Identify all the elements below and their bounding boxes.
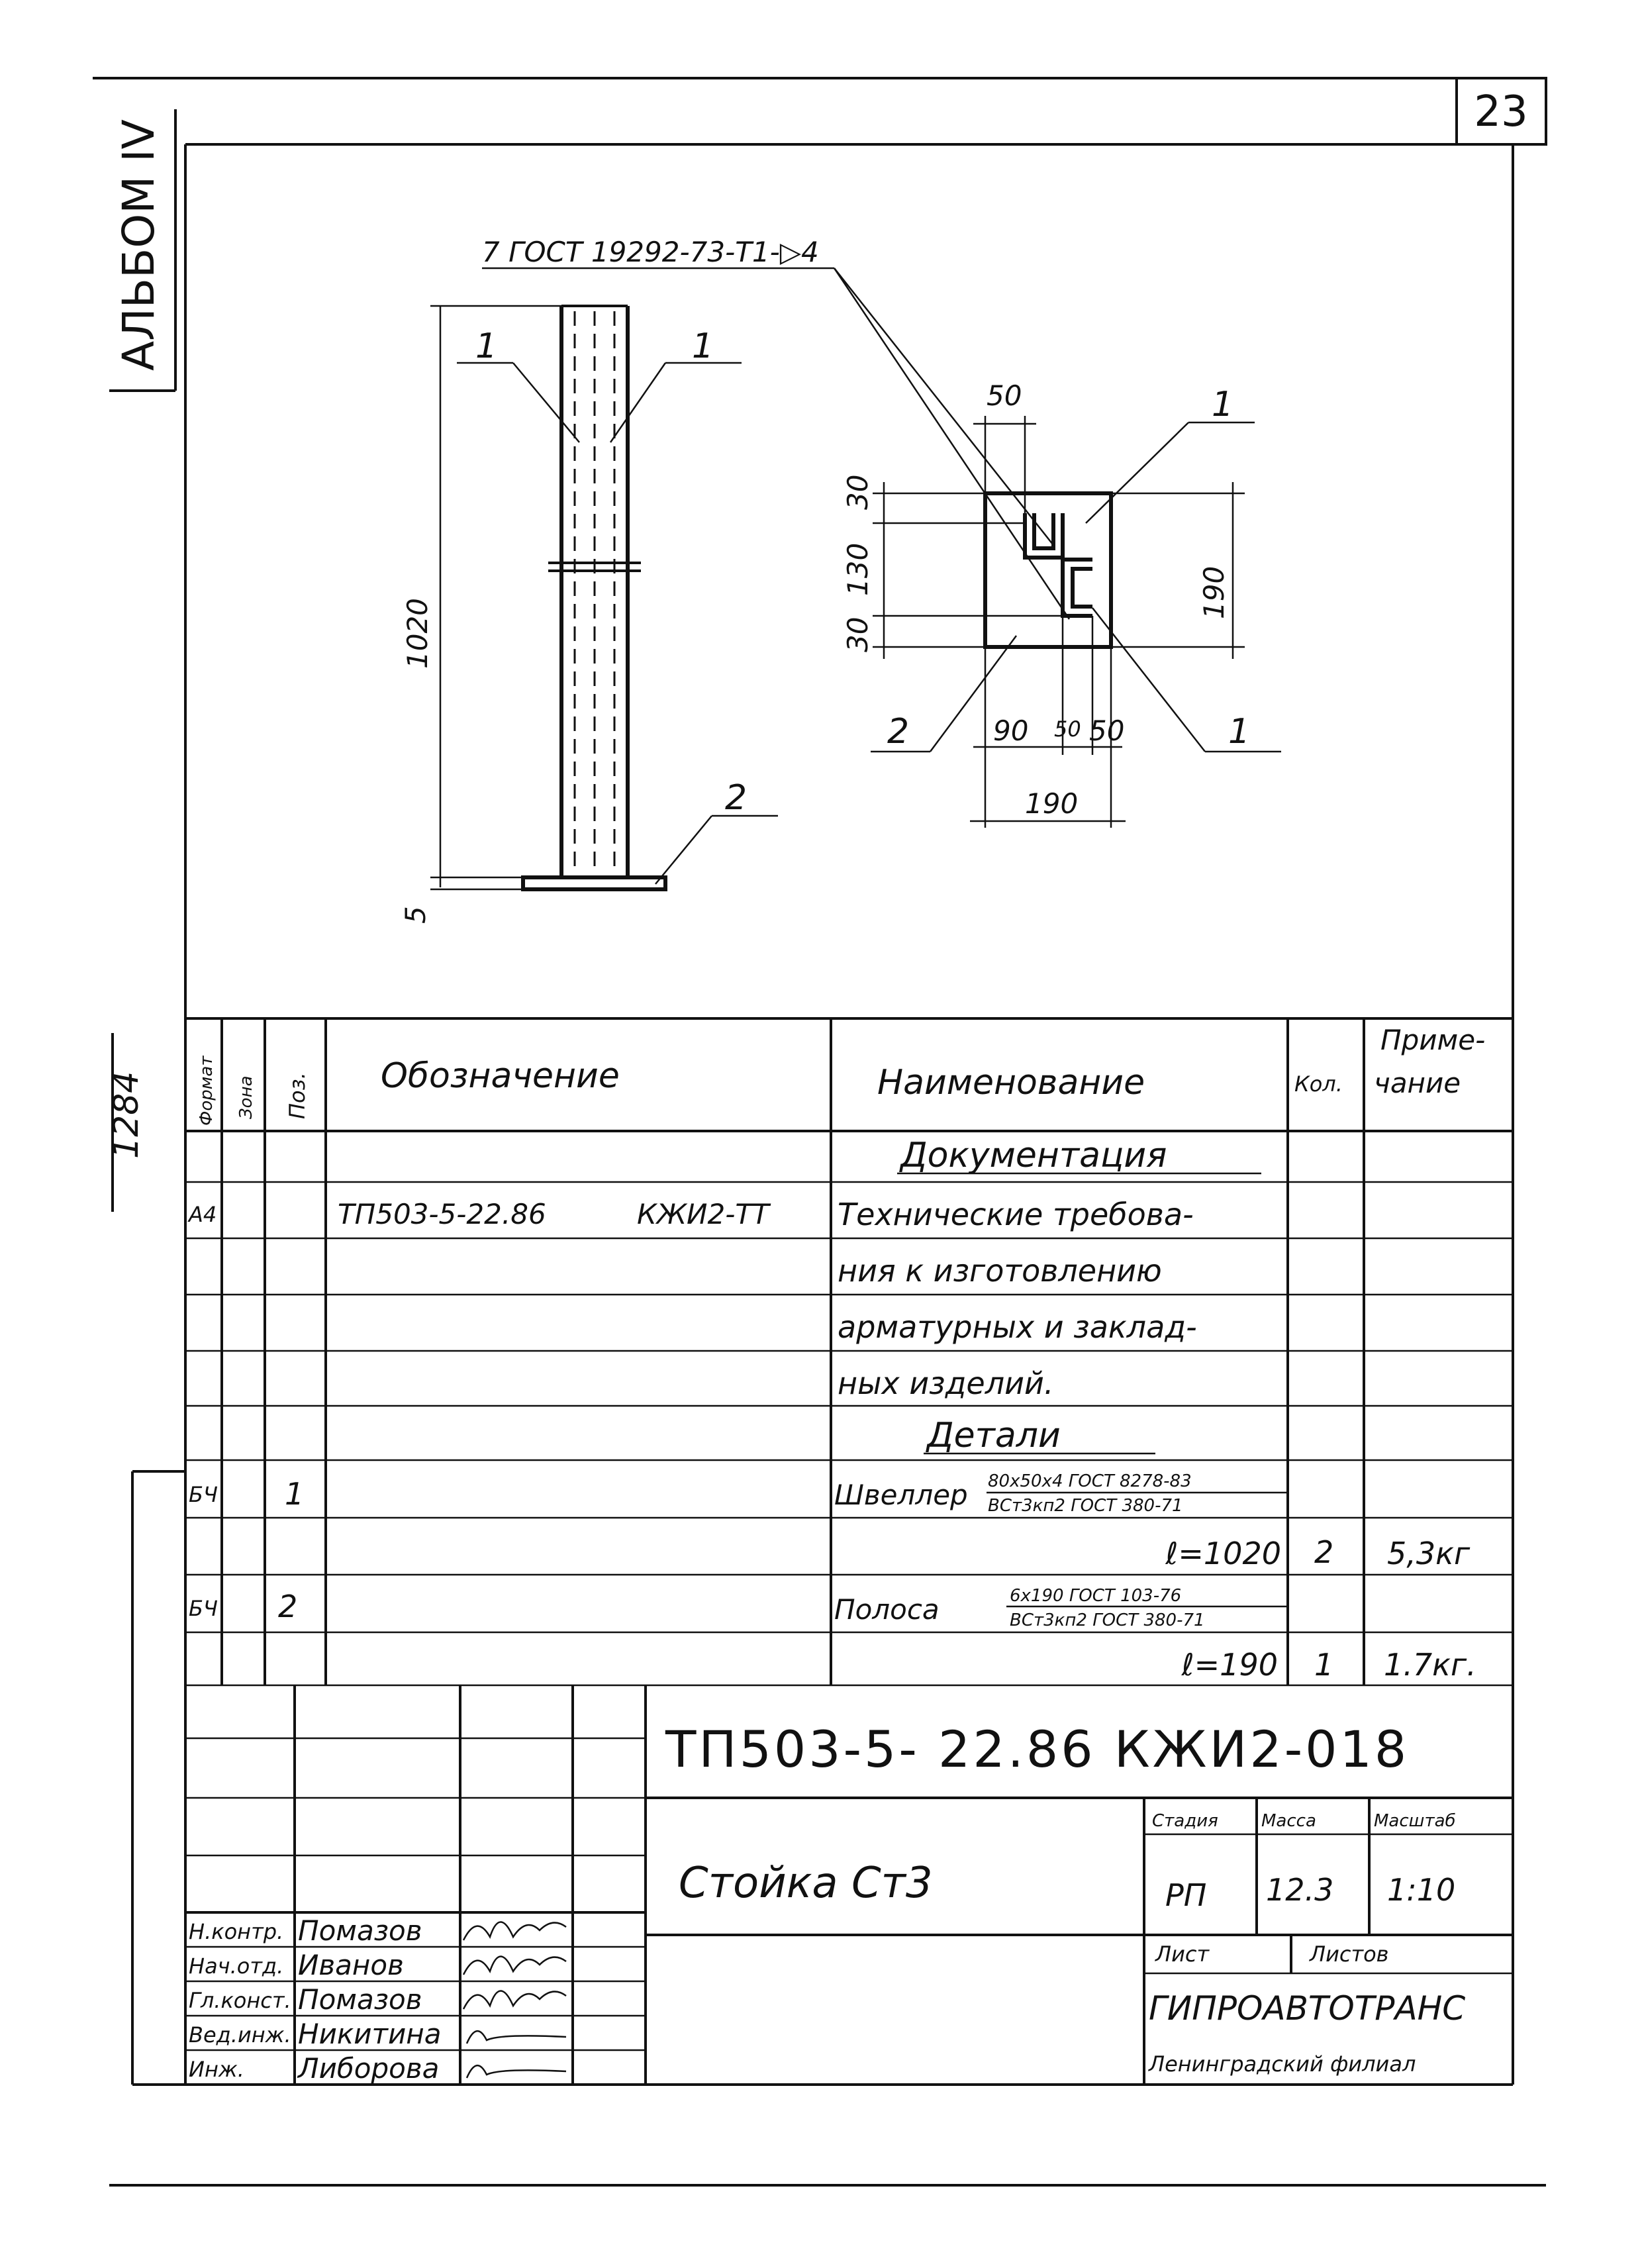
- base-plate: [523, 877, 665, 889]
- label-pos2-a: 2: [725, 778, 748, 818]
- organization: ГИПРОАВТОТРАНС: [1149, 1989, 1466, 2028]
- signer-role-1: Н.контр.: [189, 1919, 284, 1944]
- item1-qty: 2: [1314, 1534, 1334, 1570]
- label-pos1-d: 1: [1228, 712, 1251, 752]
- header-pos: Поз.: [285, 1072, 310, 1119]
- item2-length: ℓ=190: [1181, 1647, 1278, 1683]
- item2-qty: 1: [1314, 1647, 1334, 1683]
- header-note-2: чание: [1374, 1067, 1461, 1099]
- document-title: Стойка Ст3: [679, 1859, 933, 1908]
- item2-name: Полоса: [834, 1593, 940, 1626]
- header-zone: Зона: [236, 1075, 256, 1119]
- item1-frac-top: 80х50х4 ГОСТ 8278-83: [988, 1471, 1192, 1491]
- label-pos1-b: 1: [692, 326, 714, 366]
- section-view: [873, 416, 1245, 828]
- signer-role-3: Гл.конст.: [189, 1988, 291, 2013]
- album-label: АЛЬБОМ IV: [113, 119, 164, 371]
- header-note-1: Приме-: [1380, 1024, 1486, 1056]
- dim-h50b: 50: [1089, 715, 1125, 747]
- header-name: Наименование: [877, 1063, 1145, 1103]
- signer-name-1: Помазов: [298, 1914, 422, 1947]
- item2-frac-top: 6х190 ГОСТ 103-76: [1010, 1586, 1182, 1606]
- dim-h90: 90: [993, 715, 1029, 747]
- dim-v190: 190: [1198, 566, 1230, 619]
- mass-label: Масса: [1261, 1811, 1316, 1831]
- mass-value: 12.3: [1266, 1872, 1334, 1908]
- signatures: [463, 1922, 566, 2079]
- section-details: Детали: [927, 1416, 1061, 1455]
- header-qty: Кол.: [1294, 1071, 1343, 1097]
- item2-format: БЧ: [189, 1596, 218, 1621]
- item1-length: ℓ=1020: [1165, 1536, 1281, 1571]
- doc-name-line-2: ния к изготовлению: [838, 1253, 1162, 1289]
- scale-value: 1:10: [1387, 1872, 1456, 1908]
- dim-plate: 5: [399, 906, 432, 924]
- scale-label: Масштаб: [1374, 1811, 1456, 1831]
- dim-top-50: 50: [987, 379, 1022, 412]
- doc-name-line-1: Технические требова-: [838, 1197, 1194, 1232]
- doc-name-line-4: ных изделий.: [838, 1365, 1054, 1401]
- stage-value: РП: [1165, 1877, 1207, 1913]
- item1-pos: 1: [285, 1476, 305, 1512]
- doc-designation-2: КЖИ2-ТТ: [637, 1198, 769, 1230]
- dim-h50a: 50: [1054, 716, 1081, 742]
- item2-pos: 2: [278, 1589, 298, 1624]
- signer-name-5: Либорова: [298, 2052, 440, 2085]
- side-number: 1284: [107, 1071, 146, 1159]
- dim-height: 1020: [401, 598, 434, 669]
- label-pos2-b: 2: [887, 712, 910, 752]
- weld-note: 7 ГОСТ 19292-73-Т1-▷4: [482, 236, 819, 268]
- dim-v30-top: 30: [842, 474, 874, 510]
- dim-h190: 190: [1025, 787, 1079, 820]
- section-docs: Документация: [900, 1136, 1167, 1175]
- item1-name: Швеллер: [834, 1479, 968, 1511]
- label-pos1-c: 1: [1212, 385, 1234, 424]
- document-code: ТП503-5- 22.86 КЖИ2-018: [665, 1720, 1410, 1779]
- signer-role-4: Вед.инж.: [189, 2022, 291, 2047]
- signer-role-5: Инж.: [189, 2057, 244, 2082]
- signer-name-4: Никитина: [298, 2018, 442, 2050]
- page-number: 23: [1474, 87, 1528, 136]
- item2-note: 1.7кг.: [1384, 1647, 1476, 1683]
- signer-name-3: Помазов: [298, 1983, 422, 2016]
- dim-v130: 130: [842, 542, 874, 596]
- doc-format: А4: [189, 1202, 217, 1227]
- signer-name-2: Иванов: [298, 1949, 404, 1981]
- doc-designation-1: ТП503-5-22.86: [338, 1198, 546, 1230]
- dim-v30-bottom: 30: [842, 616, 874, 652]
- spec-table: [185, 1018, 1513, 1685]
- doc-name-line-3: арматурных и заклад-: [838, 1309, 1197, 1345]
- item2-frac-bottom: ВСт3кп2 ГОСТ 380-71: [1010, 1610, 1205, 1630]
- item1-note: 5,3кг: [1387, 1536, 1471, 1571]
- header-format: Формат: [197, 1056, 217, 1126]
- label-pos1-a: 1: [475, 326, 498, 366]
- elevation-view: [430, 306, 665, 889]
- stage-label: Стадия: [1152, 1811, 1218, 1831]
- sheet-label: Лист: [1155, 1942, 1210, 1967]
- item1-frac-bottom: ВСт3кп2 ГОСТ 380-71: [988, 1496, 1183, 1516]
- branch: Ленинградский филиал: [1149, 2051, 1416, 2077]
- header-designation: Обозначение: [381, 1056, 620, 1096]
- sheets-label: Листов: [1310, 1942, 1389, 1967]
- signer-role-2: Нач.отд.: [189, 1953, 284, 1979]
- item1-format: БЧ: [189, 1482, 218, 1507]
